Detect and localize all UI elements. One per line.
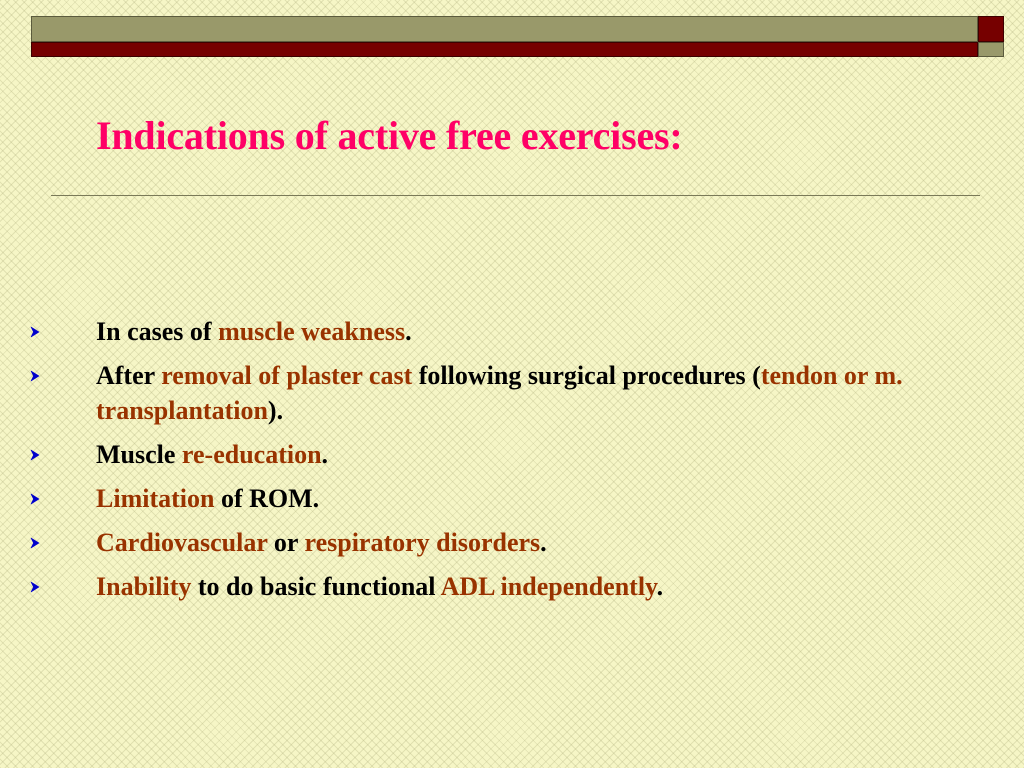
bullet-item	[30, 481, 970, 516]
arrow-bullet-icon	[30, 325, 40, 339]
arrow-bullet-icon	[30, 448, 40, 462]
bullet-text: of ROM.	[214, 484, 320, 513]
arrow-bullet-icon	[30, 536, 40, 550]
bullet-text: Muscle	[96, 440, 182, 469]
title-divider	[51, 195, 980, 196]
bullet-highlight-text: tendon or m. transplantation	[96, 361, 903, 425]
bullet-highlight-text: removal of plaster cast	[161, 361, 413, 390]
bullet-text: In cases of	[96, 317, 219, 346]
bullet-text: .	[540, 528, 547, 557]
bullet-text: .	[405, 317, 412, 346]
bullet-highlight-text: ADL independently	[440, 572, 657, 601]
bullet-highlight-text: respiratory disorders	[304, 528, 541, 557]
bullet-text: to do basic functional	[191, 572, 441, 601]
arrow-bullet-icon	[30, 369, 40, 383]
bullet-highlight-text: muscle weakness	[218, 317, 406, 346]
bullet-text: or	[267, 528, 305, 557]
bullet-text: ).	[267, 396, 284, 425]
bullet-text: .	[656, 572, 664, 601]
bullet-item	[30, 314, 970, 349]
bullet-highlight-text: Cardiovascular	[96, 528, 268, 557]
bullet-highlight-text: Inability	[96, 572, 192, 601]
header-band-olive	[31, 16, 978, 42]
bullet-highlight-text: re-education	[181, 440, 322, 469]
arrow-bullet-icon	[30, 492, 40, 506]
bullet-text: following surgical procedures (	[412, 361, 761, 390]
bullet-list	[30, 314, 970, 613]
bullet-item	[30, 437, 970, 472]
slide-title: Indications of active free exercises:	[96, 113, 683, 158]
bullet-highlight-text: Limitation	[96, 484, 215, 513]
bullet-item	[30, 525, 970, 560]
bullet-item	[30, 358, 970, 428]
corner-block-maroon	[978, 16, 1004, 42]
header-band-maroon	[31, 42, 978, 57]
arrow-bullet-icon	[30, 580, 40, 594]
corner-block-olive	[978, 42, 1004, 57]
bullet-item	[30, 569, 970, 604]
bullet-text: After	[96, 361, 162, 390]
bullet-text: .	[321, 440, 329, 469]
